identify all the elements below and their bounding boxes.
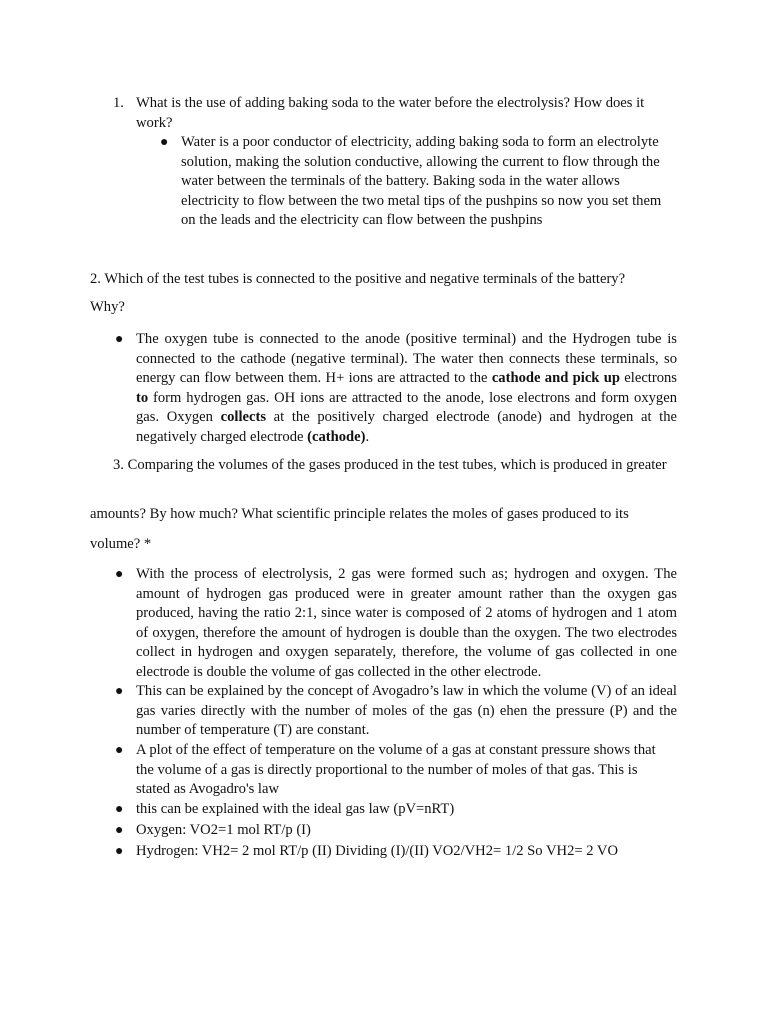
q3-bullet-marker-1: ● [115, 567, 124, 582]
q2-question-line1: 2. Which of the test tubes is connected to the positive and negative terminals of the battery? [90, 271, 626, 287]
q1-number: 1. [113, 95, 124, 111]
q2-answer-bold-4: (cathode) [307, 428, 366, 445]
q2-question-line2: Why? [90, 299, 125, 315]
q2-answer-bold-2: to [136, 389, 149, 406]
q3-bullet-6: Hydrogen: VH2= 2 mol RT/p (II) Dividing (I)/(II) VO2/VH2= 1/2 So VH2= 2 VO [136, 843, 618, 859]
q2-answer [136, 330, 677, 447]
q2-answer-text-5: . [365, 428, 370, 445]
q3-bullet-4: this can be explained with the ideal gas law (pV=nRT) [136, 801, 455, 817]
q1-bullet-marker: ● [160, 135, 169, 150]
q3-bullet-marker-5: ● [115, 823, 124, 838]
q2-answer-text-1: The oxygen tube is connected to the anode (positive terminal) and the Hydrogen tube is connected to the cathode (negative terminal). The water then connects these terminals, so energy can flow between them. H+ ions are attracted to the [136, 331, 677, 386]
q2-bullet-marker: ● [115, 332, 124, 347]
q3-question-line1: 3. Comparing the volumes of the gases produced in the test tubes, which is produced in greater [113, 457, 667, 473]
q2-answer-text-4: at the positively charged electrode (anode) and hydrogen at the negatively charged electrode [136, 409, 677, 445]
q2-answer-bold-1: cathode and pick up [491, 370, 620, 386]
q3-bullet-marker-6: ● [115, 844, 124, 859]
q3-question-line2: amounts? By how much? What scientific principle relates the moles of gases produced to its [90, 506, 629, 522]
q1-answer: Water is a poor conductor of electricity, adding baking soda to form an electrolyte solution, making the solution conductive, allowing the current to flow through the water between the terminals of the battery. Baking soda in the water allows electricity to flow between the two metal tips of the pushpins so now you set them on the leads and the electricity can flow between the pushpins [181, 134, 662, 228]
q3-bullet-3: A plot of the effect of temperature on the volume of a gas at constant pressure shows that the volume of a gas is directly proportional to the number of moles of that gas. This is stated as Avogadro's law [136, 742, 656, 797]
q3-bullet-1: With the process of electrolysis, 2 gas were formed such as; hydrogen and oxygen. The amount of hydrogen gas produced were in greater amount rather than the oxygen gas produced, having the ratio 2:1, since water is composed of 2 atoms of hydrogen and 1 atom of oxygen, therefore the amount of hydrogen is double than the oxygen. The two electrodes collect in hydrogen and oxygen separately, therefore, the volume of gas collected in one electrode is double the volume of gas collected in the other electrode. [136, 566, 677, 680]
q3-bullet-marker-3: ● [115, 743, 124, 758]
q2-answer-text-3: form hydrogen gas. OH ions are attracted to the anode, lose electrons and form oxygen gas. Oxygen [136, 389, 677, 425]
q3-question-line3: volume? * [90, 536, 152, 552]
q3-bullet-5: Oxygen: VO2=1 mol RT/p (I) [136, 822, 311, 838]
q3-bullet-marker-4: ● [115, 802, 124, 817]
q3-bullet-marker-2: ● [115, 684, 124, 699]
q1-question: What is the use of adding baking soda to the water before the electrolysis? How does it work? [136, 95, 645, 131]
q2-answer-bold-3: collects [220, 409, 267, 425]
q3-bullet-2: This can be explained by the concept of Avogadro’s law in which the volume (V) of an ideal gas varies directly with the number of moles of the gas (n) ehen the pressure (P) and the number of temperature (T) are constant. [136, 683, 677, 738]
q2-answer-text-2: electrons [619, 370, 677, 386]
